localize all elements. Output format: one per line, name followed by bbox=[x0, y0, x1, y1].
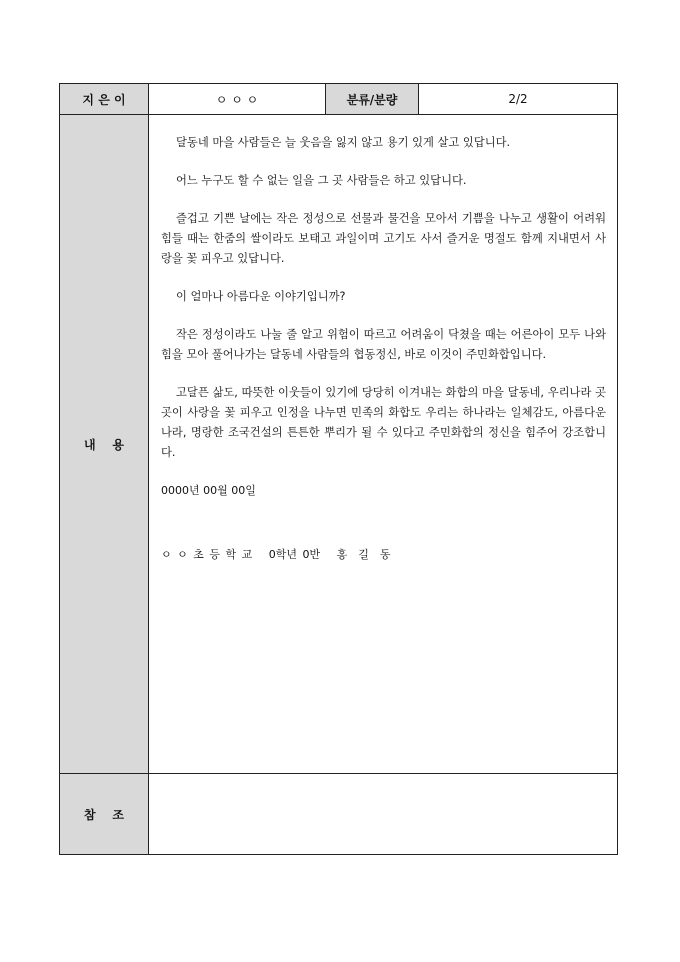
reference-value bbox=[149, 774, 618, 855]
content-row bbox=[60, 115, 618, 774]
paragraph: 즐겁고 기쁜 날에는 작은 정성으로 선물과 물건을 모아서 기쁨을 나누고 생활이 어려워 힘들 때는 한줌의 쌀이라도 보태고 과일이며 고기도 사서 즐거운 명절도 함께 지내면서 사랑을 꽃 피우고 있답니다. bbox=[161, 212, 606, 265]
paragraph: 어느 누구도 할 수 없는 일을 그 곳 사람들은 하고 있답니다. bbox=[176, 174, 467, 187]
reference-label: 참 조 bbox=[60, 774, 149, 855]
paragraph: 작은 정성이라도 나눌 줄 알고 위험이 따르고 어려움이 닥쳤을 때는 어른아이 모두 나와 힘을 모아 풀어나가는 달동네 사람들의 협동정신, 바로 이것이 주민화합입니다. bbox=[161, 328, 606, 361]
paragraph: 고달픈 삶도, 따뜻한 이웃들이 있기에 당당히 이겨내는 화합의 마을 달동네, 우리나라 곳곳이 사랑을 꽃 피우고 인정을 나누면 민족의 화합도 우리는 하나라는 일체감도, 아름다운 나라, 명랑한 조국건설의 튼튼한 뿌리가 될 수 있다고 주민화합의 정신을 힘주어 강조합니다. bbox=[161, 386, 606, 459]
composition-form bbox=[59, 83, 618, 855]
paragraph: 달동네 마을 사람들은 늘 웃음을 잃지 않고 용기 있게 살고 있답니다. bbox=[176, 136, 511, 149]
category-value: 2/2 bbox=[419, 84, 618, 115]
content-label: 내 용 bbox=[60, 115, 149, 774]
signature-line: ㅇ ㅇ 초 등 학 교 0학년 0반 홍 길 동 bbox=[161, 548, 391, 561]
paragraph: 이 얼마나 아름다운 이야기입니까? bbox=[176, 290, 346, 303]
date-line: 0000년 00월 00일 bbox=[161, 484, 256, 497]
header-row bbox=[60, 84, 618, 115]
author-value: ㅇ ㅇ ㅇ bbox=[149, 84, 326, 115]
category-label: 분류/분량 bbox=[326, 84, 419, 115]
reference-row bbox=[60, 774, 618, 855]
author-label: 지 은 이 bbox=[60, 84, 149, 115]
content-body bbox=[149, 115, 618, 774]
